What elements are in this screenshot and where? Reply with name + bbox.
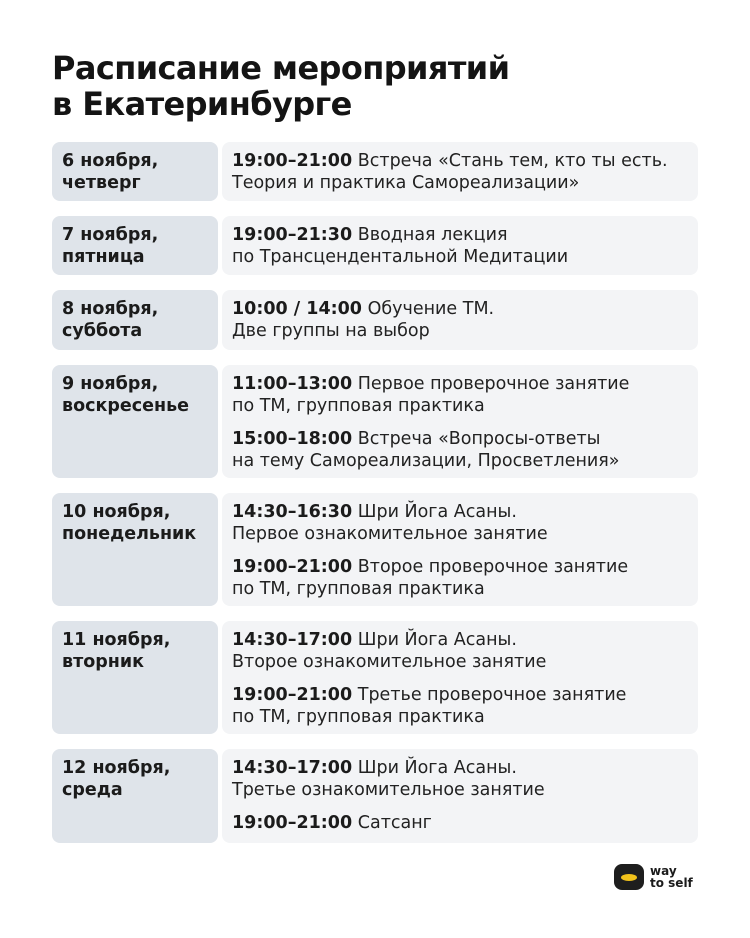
event-time: 10:00 / 14:00 (232, 299, 362, 319)
day-weekday: воскресенье (62, 396, 190, 416)
event-time: 19:00–21:00 (232, 557, 353, 577)
event-title: Второе проверочное занятие (357, 557, 629, 577)
event-time: 19:00–21:30 (232, 225, 353, 245)
event-details: Теория и практика Самореализации» (232, 173, 580, 193)
day-date-cell (52, 216, 218, 275)
event-details: по Трансцендентальной Медитации (232, 247, 569, 267)
day-events (222, 621, 698, 734)
day-weekday: среда (62, 780, 123, 800)
schedule-day (52, 142, 698, 201)
day-date: 7 ноября, (62, 225, 159, 245)
event-details: Второе ознакомительное занятие (232, 652, 547, 672)
event-item (232, 150, 690, 194)
day-date-cell (52, 142, 218, 201)
day-weekday: четверг (62, 173, 141, 193)
event-details: Третье ознакомительное занятие (232, 780, 545, 800)
event-time: 19:00–21:00 (232, 151, 353, 171)
event-title: Третье проверочное занятие (357, 685, 627, 705)
schedule-day (52, 493, 698, 606)
event-title: Первое проверочное занятие (357, 374, 630, 394)
event-item (232, 224, 690, 268)
day-weekday: понедельник (62, 524, 197, 544)
event-details: Первое ознакомительное занятие (232, 524, 548, 544)
day-date: 11 ноября, (62, 630, 171, 650)
day-date: 9 ноября, (62, 374, 159, 394)
day-events (222, 749, 698, 843)
event-details: по ТМ, групповая практика (232, 396, 485, 416)
day-date-cell (52, 493, 218, 606)
day-date-cell (52, 365, 218, 478)
day-date: 10 ноября, (62, 502, 171, 522)
schedule-day (52, 216, 698, 275)
event-time: 14:30–17:00 (232, 630, 353, 650)
day-date: 12 ноября, (62, 758, 171, 778)
day-date-cell (52, 621, 218, 734)
logo-line: way (650, 864, 677, 878)
event-time: 11:00–13:00 (232, 374, 353, 394)
event-details: Две группы на выбор (232, 321, 430, 341)
event-item (232, 373, 690, 417)
eye-icon (614, 864, 644, 890)
title-line: Расписание мероприятий (52, 49, 510, 87)
day-events (222, 290, 698, 350)
day-date: 6 ноября, (62, 151, 159, 171)
day-events (222, 142, 698, 201)
day-weekday: вторник (62, 652, 144, 672)
event-time: 14:30–16:30 (232, 502, 353, 522)
event-details: на тему Самореализации, Просветления» (232, 451, 620, 471)
day-events (222, 216, 698, 275)
event-title: Шри Йога Асаны. (357, 758, 517, 778)
event-item (232, 298, 690, 342)
schedule-day (52, 365, 698, 478)
logo-text (650, 865, 693, 889)
event-title: Сатсанг (357, 813, 432, 833)
event-title: Встреча «Стань тем, кто ты есть. (357, 151, 668, 171)
event-title: Шри Йога Асаны. (357, 630, 517, 650)
event-title: Встреча «Вопросы-ответы (357, 429, 601, 449)
day-date-cell (52, 290, 218, 350)
event-details: по ТМ, групповая практика (232, 707, 485, 727)
day-date: 8 ноября, (62, 299, 159, 319)
event-item (232, 684, 690, 728)
schedule-day (52, 749, 698, 843)
event-time: 19:00–21:00 (232, 685, 353, 705)
event-item (232, 428, 690, 472)
event-title: Вводная лекция (357, 225, 508, 245)
schedule-day (52, 290, 698, 350)
event-title: Обучение ТМ. (367, 299, 495, 319)
event-item (232, 556, 690, 600)
event-item (232, 501, 690, 545)
day-date-cell (52, 749, 218, 843)
event-time: 19:00–21:00 (232, 813, 353, 833)
event-time: 14:30–17:00 (232, 758, 353, 778)
event-time: 15:00–18:00 (232, 429, 353, 449)
logo-line: to self (650, 876, 693, 890)
page-title (52, 50, 712, 122)
schedule-day (52, 621, 698, 734)
event-item (232, 812, 690, 834)
day-events (222, 493, 698, 606)
day-weekday: пятница (62, 247, 145, 267)
title-line: в Екатеринбурге (52, 85, 352, 123)
event-title: Шри Йога Асаны. (357, 502, 517, 522)
day-weekday: суббота (62, 321, 143, 341)
event-item (232, 629, 690, 673)
day-events (222, 365, 698, 478)
brand-logo (614, 864, 693, 890)
event-details: по ТМ, групповая практика (232, 579, 485, 599)
event-item (232, 757, 690, 801)
